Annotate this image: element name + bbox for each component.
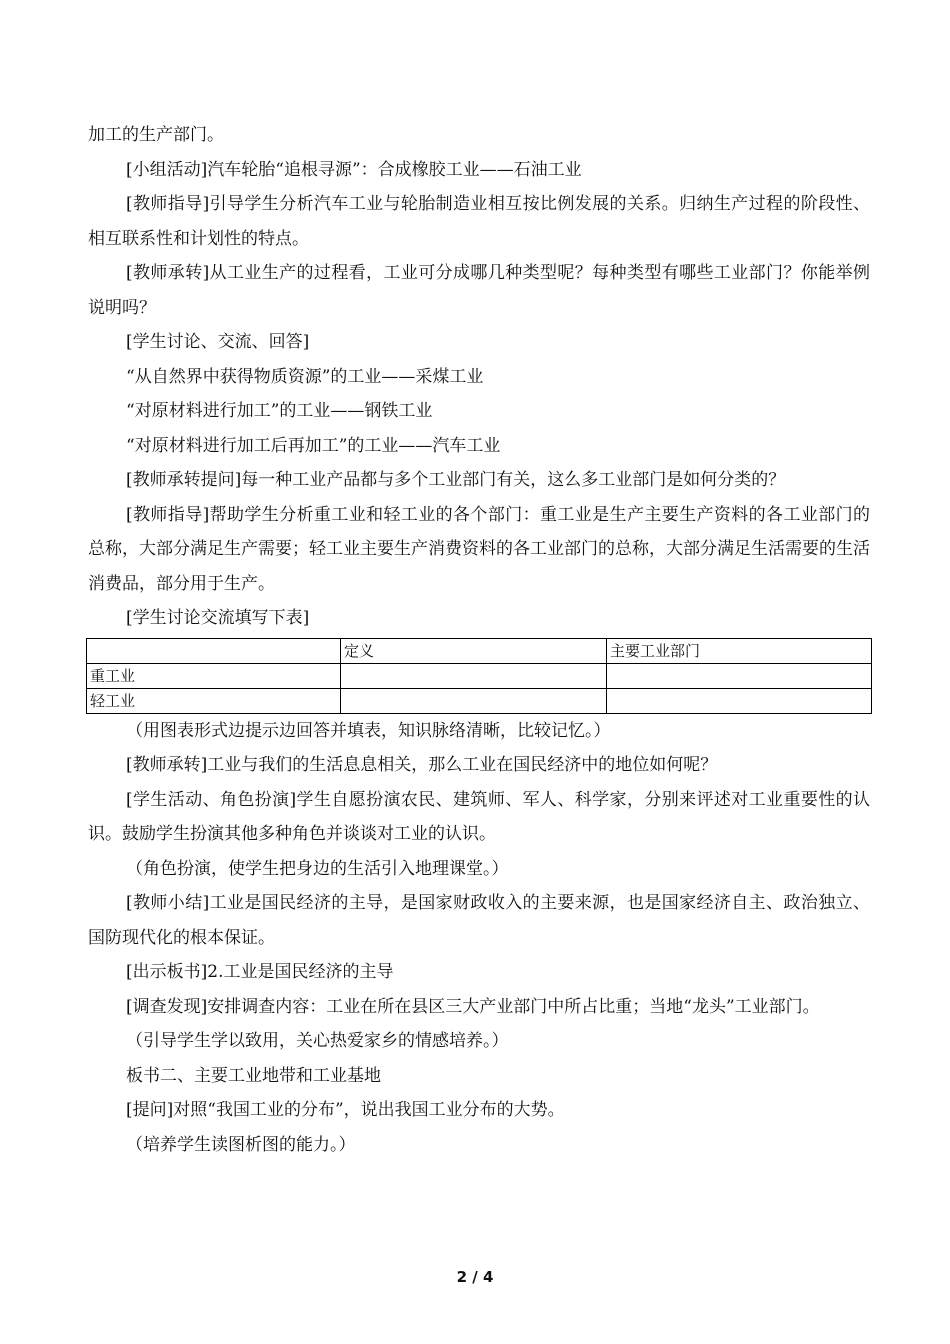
paragraphs-bottom: [88, 714, 870, 1163]
paragraph: [小组活动]汽车轮胎“追根寻源”：合成橡胶工业——石油工业: [126, 159, 582, 180]
paragraph: （用图表形式边提示边回答并填表，知识脉络清晰，比较记忆。）: [126, 720, 611, 741]
paragraph: “对原材料进行加工后再加工”的工业——汽车工业: [126, 435, 501, 456]
paragraph: [教师小结]工业是国民经济的主导，是国家财政收入的主要来源，也是国家经济自主、政治独立、国防现代化的根本保证。: [88, 893, 870, 948]
table-cell: 重工业: [87, 663, 341, 688]
table-header-row: [87, 638, 872, 663]
table-row: [87, 663, 872, 688]
page-number: 2 / 4: [456, 1268, 494, 1286]
paragraph: [提问]对照“我国工业的分布”，说出我国工业分布的大势。: [126, 1100, 565, 1120]
paragraph: “从自然界中获得物质资源”的工业——采煤工业: [126, 366, 484, 387]
paragraph: （引导学生学以致用，关心热爱家乡的情感培养。）: [126, 1031, 509, 1051]
table-row: [87, 688, 872, 713]
table-cell: [607, 663, 872, 688]
paragraph: [学生讨论、交流、回答]: [126, 332, 310, 352]
table-cell: [341, 663, 607, 688]
paragraph: [学生讨论交流填写下表]: [126, 608, 310, 628]
page-content: [88, 118, 870, 1162]
fill-in-table: [86, 638, 872, 714]
paragraph: [出示板书]2.工业是国民经济的主导: [126, 962, 394, 982]
paragraph: [教师指导]帮助学生分析重工业和轻工业的各个部门：重工业是生产主要生产资料的各工业部门的总称，大部分满足生产需要；轻工业主要生产消费资料的各工业部门的总称，大部分满足生活需要的生活消费品，部分用于生产。: [88, 504, 870, 594]
paragraph: [教师指导]引导学生分析汽车工业与轮胎制造业相互按比例发展的关系。归纳生产过程的阶段性、相互联系性和计划性的特点。: [88, 194, 870, 249]
table-cell: 轻工业: [87, 688, 341, 713]
paragraphs-top: [88, 118, 870, 636]
paragraph: [学生活动、角色扮演]学生自愿扮演农民、建筑师、军人、科学家，分别来评述对工业重要性的认识。鼓励学生扮演其他多种角色并谈谈对工业的认识。: [88, 789, 870, 844]
table-cell: [341, 688, 607, 713]
table-cell: [607, 688, 872, 713]
paragraph: [教师承转提问]每一种工业产品都与多个工业部门有关，这么多工业部门是如何分类的？: [126, 470, 786, 490]
table-header-cell: 主要工业部门: [607, 638, 872, 663]
paragraph: （角色扮演，使学生把身边的生活引入地理课堂。）: [126, 858, 509, 879]
paragraph: “对原材料进行加工”的工业——钢铁工业: [126, 401, 433, 421]
paragraph: 板书二、主要工业地带和工业基地: [126, 1065, 381, 1086]
paragraph: [教师承转]从工业生产的过程看，工业可分成哪几种类型呢？每种类型有哪些工业部门？你能举例说明吗？: [88, 263, 870, 318]
table-header-cell: [87, 638, 341, 663]
paragraph: 加工的生产部门。: [88, 125, 224, 145]
paragraph: （培养学生读图析图的能力。）: [126, 1134, 356, 1155]
paragraph: [教师承转]工业与我们的生活息息相关，那么工业在国民经济中的地位如何呢？: [126, 755, 718, 775]
table-header-cell: 定义: [341, 638, 607, 663]
paragraph: [调查发现]安排调查内容：工业在所在县区三大产业部门中所占比重；当地“龙头”工业部门。: [126, 996, 820, 1017]
